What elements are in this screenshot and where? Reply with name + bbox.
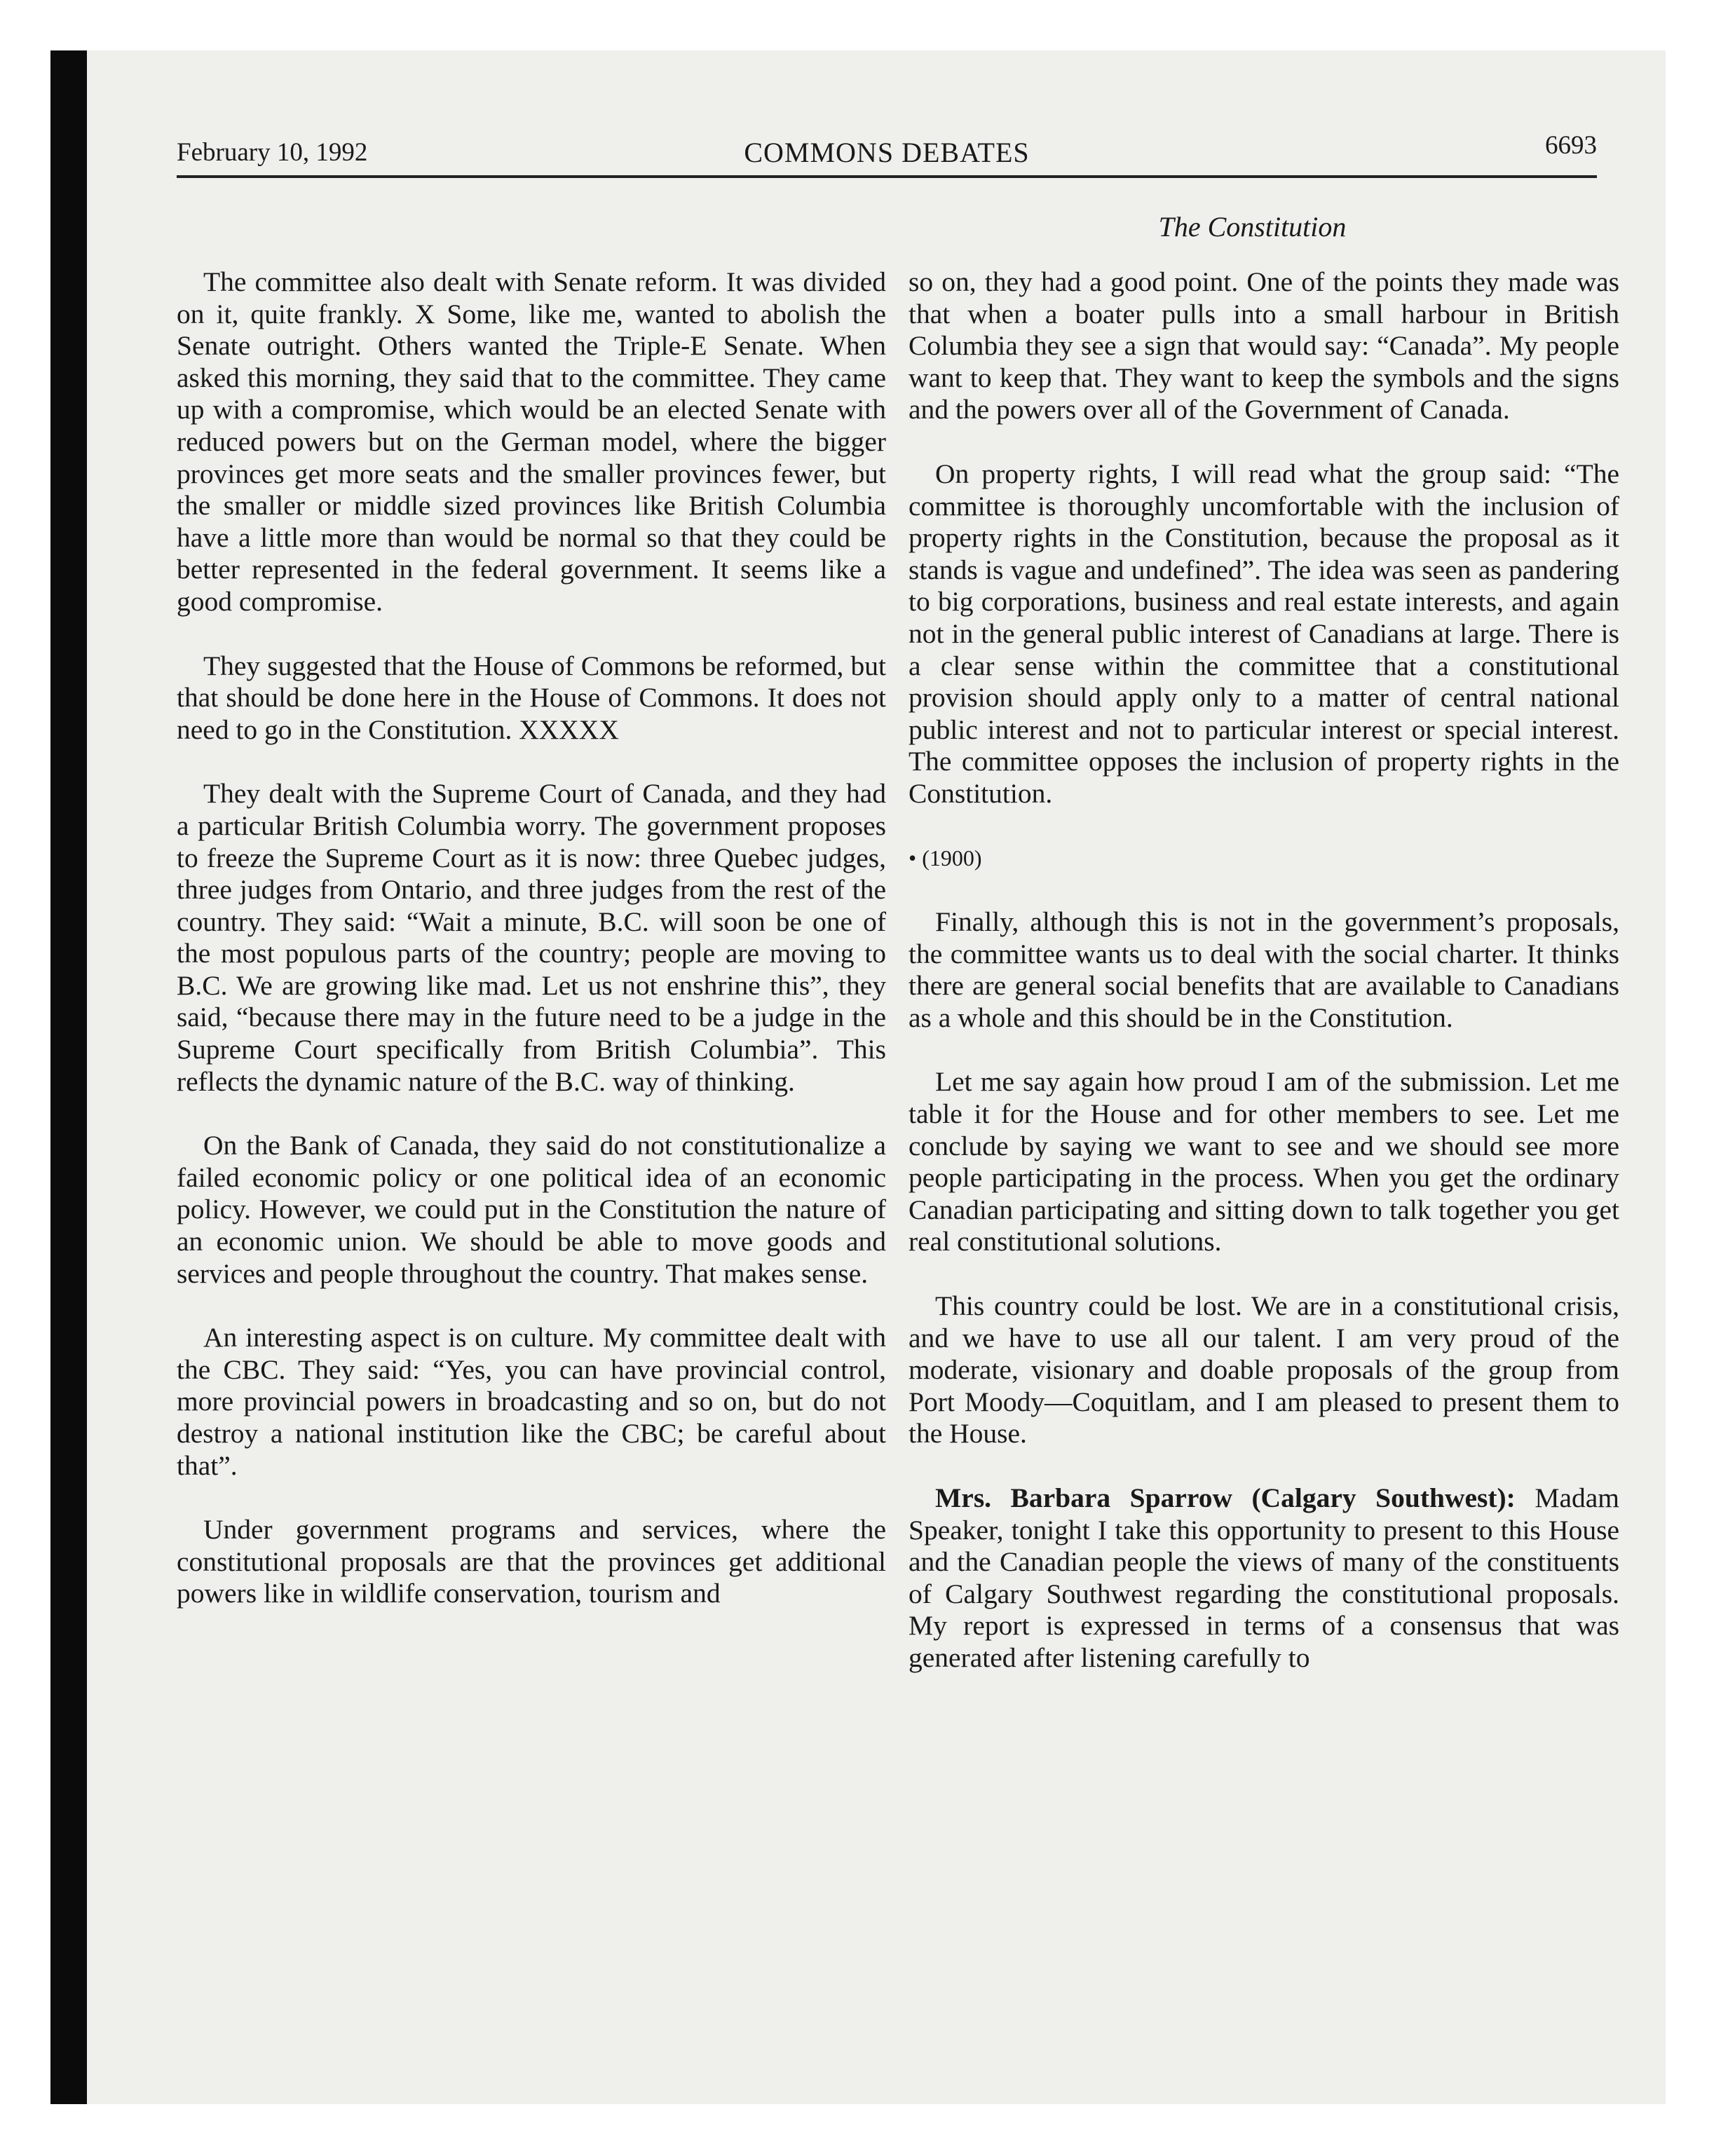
paragraph-crisis: This country could be lost. We are in a constitutional crisis, and we have to use all our talent. I am very proud of the moderate, visionary and doable proposals of the group from Port Moody—Coquitlam, and I am pleased to present them to the House. [909,1290,1619,1449]
header-date: February 10, 1992 [177,138,368,167]
timestamp: • (1900) [909,845,982,871]
paragraph-continuation: so on, they had a good point. One of the points they made was that when a boater pulls into a small harbour in British Columbia they see a sign that would say: “Canada”. My people want to keep that. They want to keep the symbols and the signs and the powers over all of the Government of Canada. [909,266,1619,425]
paragraph-submission: Let me say again how proud I am of the submission. Let me table it for the House and for other members to see. Let me conclude by saying we want to see and we should see more people participating in the process. When you get the ordinary Canadian participating and sitting down to talk together you get real constitutional solutions. [909,1066,1619,1257]
page-header [177,130,1597,172]
paragraph-bank-of-canada: On the Bank of Canada, they said do not constitutionalize a failed economic policy or one political idea of an economic policy. However, we could put in the Constitution the nature of an economic union. We should be able to move goods and services and people throughout the country. That makes sense. [177,1130,886,1289]
speaker-name: Mrs. Barbara Sparrow (Calgary Southwest): [935,1482,1516,1513]
paragraph-social-charter: Finally, although this is not in the government’s proposals, the committee wants us to deal with the social charter. It thinks there are general social benefits that are available to Canadians as a whole and this should be in the Constitution. [909,906,1619,1033]
paragraph-culture: An interesting aspect is on culture. My committee dealt with the CBC. They said: “Yes, you can have provincial control, more provincial powers in broadcasting and so on, but do not destroy a national institution like the CBC; be careful about that”. [177,1322,886,1481]
section-title: The Constitution [1158,211,1347,243]
paragraph-supreme-court: They dealt with the Supreme Court of Canada, and they had a particular British Columbia worry. The government proposes to freeze the Supreme Court as it is now: three Quebec judges, three judges from Ontario, and three judges from the rest of the country. They said: “Wait a minute, B.C. will soon be one of the most populous parts of the country; people are moving to B.C. We are growing like mad. Let us not enshrine this”, they said, “because there may in the future need to be a judge in the Supreme Court specifically from British Columbia”. This reflects the dynamic nature of the B.C. way of thinking. [177,778,886,1097]
speech-text: Madam Speaker, tonight I take this opportunity to present to this House and the Canadian people the views of many of the constituents of Calgary Southwest regarding the constitutional proposals. My report is expressed in terms of a consensus that was generated after listening carefully to [909,1482,1620,1673]
right-column [909,266,1619,1707]
paragraph-property-rights: On property rights, I will read what the group said: “The committee is thoroughly uncomfortable with the inclusion of property rights in the Constitution, because the proposal as it stands is vague and undefined”. The idea was seen as pandering to big corporations, business and real estate interests, and again not in the general public interest of Canadians at large. There is a clear sense within the committee that a constitutional provision should apply only to a matter of central national public interest and not to particular interest or special interest. The committee opposes the inclusion of property rights in the Constitution. [909,458,1619,809]
left-column [177,266,886,1642]
header-rule [177,175,1597,178]
binding-edge [50,50,87,2104]
paragraph-senate-reform: The committee also dealt with Senate reform. It was divided on it, quite frankly. X Some, like me, wanted to abolish the Senate outright. Others wanted the Triple-E Senate. When asked this morning, they said that to the committee. They came up with a compromise, which would be an elected Senate with reduced powers but on the German model, where the bigger provinces get more seats and the smaller provinces fewer, but the smaller or middle sized provinces like British Columbia have a little more than would be normal so that they could be better represented in the federal government. It seems like a good compromise. [177,266,886,617]
paragraph-speech [909,1482,1619,1674]
paragraph-house-reform: They suggested that the House of Commons be reformed, but that should be done here in the House of Commons. It does not need to go in the Constitution. XXXXX [177,650,886,745]
header-title: COMMONS DEBATES [744,137,1030,168]
paragraph-programs: Under government programs and services, where the constitutional proposals are that the provinces get additional powers like in wildlife conservation, tourism and [177,1514,886,1609]
header-page-number: 6693 [1545,131,1597,160]
